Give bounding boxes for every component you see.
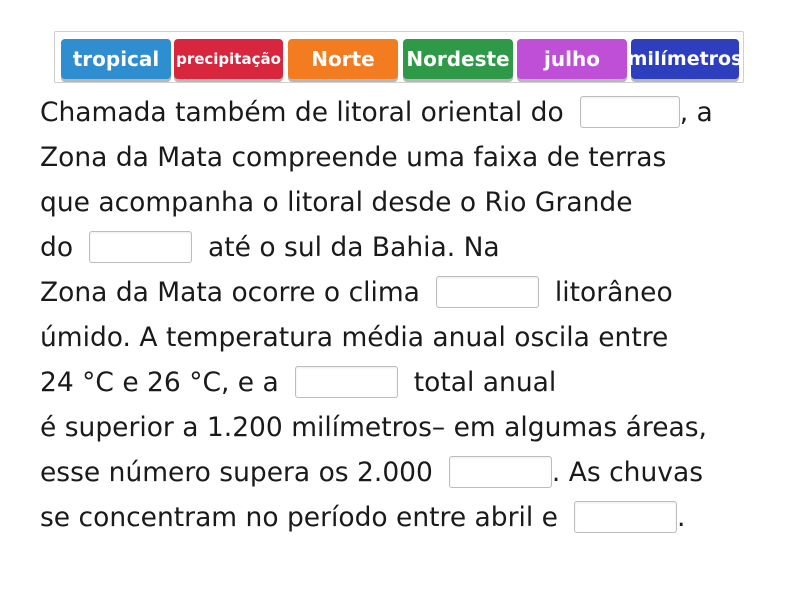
- word-chip-precipitacao[interactable]: precipitação: [174, 39, 283, 79]
- answer-blank-5[interactable]: [449, 456, 552, 488]
- text-segment: Zona da Mata ocorre o clima: [40, 276, 420, 308]
- word-chip-julho[interactable]: julho: [517, 39, 627, 79]
- passage-line-8: [40, 405, 707, 449]
- text-segment: total anual: [413, 366, 557, 398]
- passage-line-2: [40, 135, 666, 179]
- text-segment: Chamada também de litoral oriental do: [40, 96, 564, 128]
- word-bank: [54, 31, 744, 83]
- text-segment: até o sul da Bahia. Na: [208, 231, 500, 263]
- passage-line-6: [40, 315, 668, 359]
- passage-line-5: [40, 270, 673, 314]
- answer-blank-3[interactable]: [436, 276, 539, 308]
- passage-line-3: [40, 180, 633, 224]
- passage-line-4: [40, 225, 500, 269]
- text-segment: é superior a 1.200 milímetros– em algumas áreas,: [40, 411, 707, 443]
- word-chip-norte[interactable]: Norte: [288, 39, 398, 79]
- text-segment: . As chuvas: [551, 456, 704, 488]
- word-chip-tropical[interactable]: tropical: [61, 39, 171, 79]
- passage-line-1: [40, 90, 713, 134]
- answer-blank-2[interactable]: [89, 231, 192, 263]
- text-segment: esse número supera os 2.000: [40, 456, 433, 488]
- word-chip-milimetros[interactable]: milímetros: [631, 39, 739, 79]
- text-segment: que acompanha o litoral desde o Rio Grande: [40, 186, 633, 218]
- word-chip-nordeste[interactable]: Nordeste: [403, 39, 513, 79]
- answer-blank-1[interactable]: [580, 96, 680, 128]
- text-segment: .: [676, 501, 686, 533]
- text-segment: Zona da Mata compreende uma faixa de terras: [40, 141, 667, 173]
- passage-line-9: [40, 450, 703, 494]
- text-segment: 24 °C e 26 °C, e a: [40, 366, 279, 398]
- passage-line-10: [40, 495, 685, 539]
- answer-blank-4[interactable]: [295, 366, 398, 398]
- answer-blank-6[interactable]: [574, 501, 677, 533]
- text-segment: do: [40, 231, 74, 263]
- passage-line-7: [40, 360, 556, 404]
- text-segment: se concentram no período entre abril e: [40, 501, 558, 533]
- text-segment: litorâneo: [554, 276, 673, 308]
- text-segment: , a: [679, 96, 713, 128]
- text-segment: úmido. A temperatura média anual oscila entre: [40, 321, 669, 353]
